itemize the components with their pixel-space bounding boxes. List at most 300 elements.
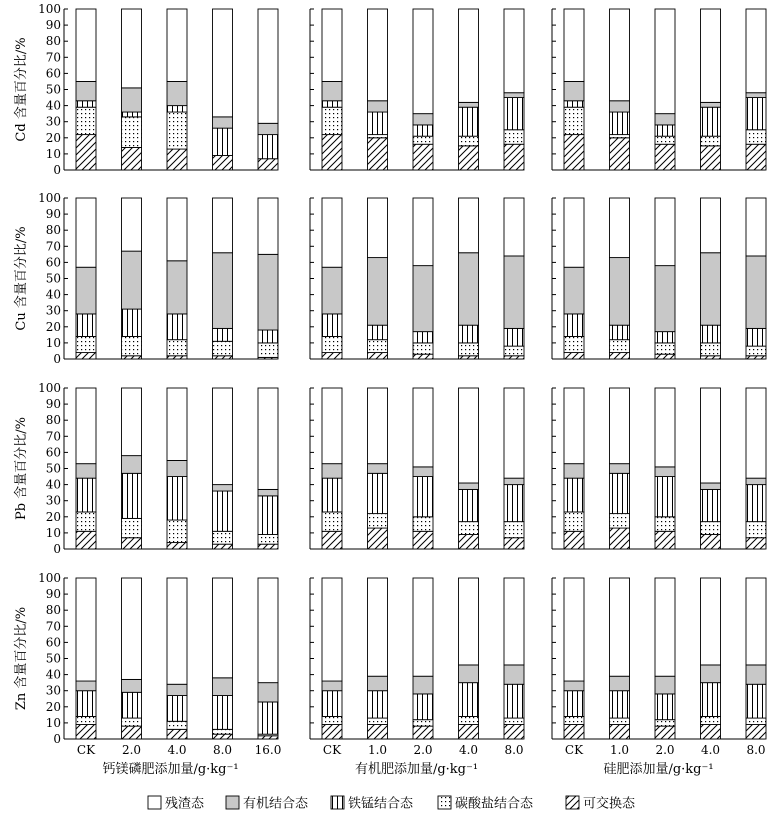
bar-segment-carbonate — [459, 522, 479, 535]
bar-segment-carbonate — [122, 518, 142, 537]
bar-segment-organic — [701, 253, 721, 325]
bar-segment-organic — [76, 267, 96, 314]
bar-segment-exchangeable — [122, 538, 142, 549]
bar-segment-exchangeable — [76, 725, 96, 739]
bar-segment-fe_mn — [167, 106, 187, 112]
bar-segment-residual — [322, 578, 342, 681]
bar-segment-residual — [368, 388, 388, 464]
bar-segment-carbonate — [655, 136, 675, 144]
bar-segment-fe_mn — [122, 692, 142, 718]
bar-segment-organic — [413, 676, 433, 694]
y-tick-label: 30 — [45, 493, 61, 508]
bar-segment-carbonate — [122, 117, 142, 148]
bar-segment-exchangeable — [76, 531, 96, 549]
bar-segment-carbonate — [413, 136, 433, 144]
bar-segment-residual — [413, 578, 433, 676]
bar-segment-carbonate — [564, 107, 584, 134]
bar-segment-carbonate — [610, 135, 630, 138]
y-tick-label: 80 — [45, 223, 61, 238]
bar-segment-carbonate — [213, 531, 233, 544]
bar-segment-carbonate — [701, 136, 721, 146]
bar-segment-fe_mn — [504, 328, 524, 346]
bar-segment-exchangeable — [655, 726, 675, 739]
bar-segment-exchangeable — [167, 543, 187, 549]
y-tick-label: 0 — [53, 163, 61, 177]
bar-segment-fe_mn — [258, 702, 278, 734]
bar-segment-residual — [76, 578, 96, 681]
x-tick-label: 8.0 — [504, 743, 524, 757]
y-tick-label: 40 — [45, 477, 61, 492]
bar-segment-residual — [746, 198, 766, 256]
y-tick-label: 20 — [45, 699, 61, 714]
bar-segment-carbonate — [213, 341, 233, 355]
y-tick-label: 60 — [45, 66, 61, 81]
bar-segment-fe_mn — [701, 107, 721, 136]
bar-segment-exchangeable — [655, 354, 675, 359]
bar-segment-residual — [701, 388, 721, 483]
bar-segment-organic — [258, 489, 278, 495]
bar-segment-carbonate — [459, 136, 479, 146]
y-tick-label: 100 — [38, 191, 61, 205]
bar-segment-fe_mn — [76, 691, 96, 717]
bar-segment-carbonate — [76, 512, 96, 531]
subplot-zn-1 — [14, 571, 281, 777]
legend-label-organic: 有机结合态 — [243, 796, 309, 812]
y-tick-label: 90 — [45, 397, 61, 412]
y-tick-label: 80 — [45, 413, 61, 428]
bar-segment-carbonate — [167, 112, 187, 149]
bar-segment-fe_mn — [322, 101, 342, 107]
bar-segment-exchangeable — [459, 146, 479, 170]
bar-segment-organic — [122, 456, 142, 474]
bar-segment-residual — [564, 198, 584, 267]
bar-segment-residual — [504, 388, 524, 478]
bar-segment-exchangeable — [610, 528, 630, 549]
bar-segment-carbonate — [368, 718, 388, 724]
bar-segment-organic — [368, 258, 388, 326]
x-tick-label: 4.0 — [700, 743, 721, 757]
bar-segment-organic — [564, 267, 584, 314]
bar-segment-organic — [655, 676, 675, 694]
bar-segment-exchangeable — [258, 544, 278, 549]
bar-segment-organic — [258, 254, 278, 330]
y-tick-label: 20 — [45, 509, 61, 524]
bar-segment-organic — [655, 114, 675, 125]
bar-segment-fe_mn — [167, 477, 187, 520]
bar-segment-carbonate — [746, 718, 766, 724]
bar-segment-exchangeable — [504, 538, 524, 549]
x-tick-label: CK — [322, 743, 342, 757]
bar-segment-organic — [701, 665, 721, 683]
bar-segment-carbonate — [655, 343, 675, 354]
y-tick-label: 70 — [45, 619, 61, 634]
bar-segment-exchangeable — [413, 531, 433, 549]
bar-segment-residual — [459, 9, 479, 102]
y-tick-label: 100 — [38, 2, 61, 16]
bar-segment-exchangeable — [258, 159, 278, 170]
bar-segment-organic — [76, 464, 96, 478]
y-tick-label: 40 — [45, 667, 61, 682]
bar-segment-carbonate — [76, 336, 96, 352]
y-tick-label: 90 — [45, 587, 61, 602]
subplot-zn-2 — [310, 578, 524, 777]
bar-segment-residual — [459, 578, 479, 665]
bar-segment-organic — [610, 676, 630, 690]
bar-segment-carbonate — [322, 512, 342, 531]
bar-segment-organic — [167, 684, 187, 695]
bar-segment-fe_mn — [459, 489, 479, 521]
y-tick-label: 10 — [45, 715, 61, 730]
bar-segment-fe_mn — [167, 314, 187, 340]
bar-segment-organic — [213, 485, 233, 491]
bar-segment-carbonate — [368, 514, 388, 528]
x-tick-label: 2.0 — [121, 743, 142, 757]
bar-segment-exchangeable — [368, 528, 388, 549]
bar-segment-exchangeable — [564, 135, 584, 170]
bar-segment-residual — [258, 578, 278, 683]
bar-segment-exchangeable — [610, 353, 630, 359]
bar-segment-organic — [322, 81, 342, 100]
legend-swatch-organic — [226, 796, 239, 809]
bar-segment-fe_mn — [213, 491, 233, 531]
bar-segment-organic — [459, 483, 479, 489]
bar-segment-exchangeable — [368, 353, 388, 359]
bar-segment-residual — [655, 198, 675, 266]
bar-segment-carbonate — [504, 718, 524, 724]
bar-segment-fe_mn — [746, 328, 766, 346]
bar-segment-carbonate — [213, 729, 233, 734]
bar-segment-exchangeable — [322, 353, 342, 359]
bar-segment-organic — [322, 464, 342, 478]
y-tick-label: 10 — [45, 335, 61, 350]
bar-segment-organic — [122, 679, 142, 692]
subplot-cu-3 — [552, 198, 766, 359]
subplot-pb-2 — [310, 388, 524, 549]
bar-segment-fe_mn — [368, 473, 388, 513]
bar-segment-carbonate — [167, 340, 187, 356]
bar-segment-fe_mn — [564, 691, 584, 717]
bar-segment-exchangeable — [701, 146, 721, 170]
bar-segment-carbonate — [610, 340, 630, 353]
bar-segment-exchangeable — [122, 726, 142, 739]
bar-segment-organic — [504, 93, 524, 98]
bar-segment-residual — [322, 388, 342, 464]
bar-segment-organic — [655, 266, 675, 332]
bar-segment-exchangeable — [564, 725, 584, 739]
bar-segment-organic — [413, 114, 433, 125]
bar-segment-organic — [564, 681, 584, 691]
bar-segment-exchangeable — [213, 156, 233, 170]
bar-segment-organic — [504, 665, 524, 684]
bar-segment-fe_mn — [459, 325, 479, 343]
bar-segment-fe_mn — [701, 325, 721, 343]
legend-label-carbonate: 碳酸盐结合态 — [455, 796, 534, 812]
bar-segment-fe_mn — [655, 477, 675, 517]
bar-segment-fe_mn — [76, 478, 96, 512]
bar-segment-exchangeable — [322, 725, 342, 739]
bar-segment-residual — [655, 388, 675, 467]
bar-segment-organic — [610, 101, 630, 112]
bar-segment-exchangeable — [564, 531, 584, 549]
bar-segment-exchangeable — [322, 135, 342, 170]
y-tick-label: 60 — [45, 635, 61, 650]
bar-segment-residual — [701, 198, 721, 253]
bar-segment-residual — [368, 9, 388, 101]
bar-segment-organic — [459, 102, 479, 107]
bar-segment-residual — [167, 388, 187, 460]
bar-segment-organic — [746, 256, 766, 328]
bar-segment-carbonate — [122, 718, 142, 726]
bar-segment-residual — [459, 388, 479, 483]
bar-segment-carbonate — [504, 522, 524, 538]
bar-segment-carbonate — [655, 720, 675, 726]
bar-segment-exchangeable — [504, 144, 524, 170]
y-tick-label: 10 — [45, 525, 61, 540]
bar-segment-organic — [76, 81, 96, 100]
bar-segment-exchangeable — [368, 138, 388, 170]
bar-segment-carbonate — [76, 107, 96, 134]
bar-segment-organic — [322, 681, 342, 691]
y-tick-label: 10 — [45, 146, 61, 161]
bar-segment-residual — [701, 578, 721, 665]
bar-segment-exchangeable — [610, 725, 630, 739]
bar-segment-organic — [701, 483, 721, 489]
y-tick-label: 80 — [45, 34, 61, 49]
bar-segment-residual — [459, 198, 479, 253]
bar-segment-carbonate — [610, 718, 630, 724]
bar-segment-organic — [746, 93, 766, 98]
bar-segment-organic — [564, 464, 584, 478]
bar-segment-residual — [655, 9, 675, 114]
bar-segment-residual — [122, 388, 142, 456]
bar-segment-organic — [368, 464, 388, 474]
bar-segment-residual — [167, 198, 187, 261]
y-tick-label: 20 — [45, 130, 61, 145]
y-tick-label: 30 — [45, 683, 61, 698]
bar-segment-residual — [413, 198, 433, 266]
bar-segment-fe_mn — [459, 683, 479, 717]
bar-segment-residual — [322, 9, 342, 81]
bar-segment-carbonate — [322, 716, 342, 724]
bar-segment-exchangeable — [76, 353, 96, 359]
bar-segment-organic — [368, 101, 388, 112]
bar-segment-exchangeable — [701, 725, 721, 739]
bar-segment-residual — [122, 578, 142, 679]
bar-segment-carbonate — [258, 535, 278, 545]
bar-segment-residual — [564, 388, 584, 464]
y-tick-label: 0 — [53, 542, 61, 556]
y-tick-label: 80 — [45, 603, 61, 618]
bar-segment-carbonate — [564, 336, 584, 352]
y-tick-label: 40 — [45, 98, 61, 113]
y-tick-label: 60 — [45, 255, 61, 270]
bar-segment-exchangeable — [167, 356, 187, 359]
y-tick-label: 90 — [45, 207, 61, 222]
bar-segment-residual — [610, 198, 630, 258]
bar-segment-carbonate — [564, 512, 584, 531]
bar-segment-exchangeable — [76, 135, 96, 170]
bar-segment-carbonate — [368, 340, 388, 353]
bar-segment-exchangeable — [459, 356, 479, 359]
bar-segment-carbonate — [564, 716, 584, 724]
bar-segment-fe_mn — [213, 696, 233, 730]
bar-segment-residual — [76, 9, 96, 81]
bar-segment-fe_mn — [368, 325, 388, 339]
bar-segment-exchangeable — [746, 144, 766, 170]
subplot-cd-3 — [552, 9, 766, 170]
bar-segment-fe_mn — [746, 98, 766, 130]
y-tick-label: 50 — [45, 82, 61, 97]
bar-segment-carbonate — [368, 135, 388, 138]
subplot-pb-3 — [552, 388, 766, 549]
bar-segment-organic — [413, 467, 433, 477]
y-tick-label: 0 — [53, 352, 61, 366]
y-tick-label: 30 — [45, 114, 61, 129]
bar-segment-fe_mn — [213, 328, 233, 341]
bar-segment-fe_mn — [746, 485, 766, 522]
bar-segment-fe_mn — [504, 684, 524, 718]
bar-segment-exchangeable — [213, 356, 233, 359]
bar-segment-carbonate — [167, 520, 187, 543]
bar-segment-fe_mn — [76, 314, 96, 337]
legend-swatch-residual — [148, 796, 161, 809]
bar-segment-residual — [258, 198, 278, 254]
bar-segment-organic — [213, 678, 233, 696]
y-tick-label: 50 — [45, 271, 61, 286]
subplot-zn-3 — [552, 578, 766, 777]
y-tick-label: 40 — [45, 287, 61, 302]
bar-segment-carbonate — [322, 336, 342, 352]
bar-segment-carbonate — [122, 336, 142, 355]
bar-segment-exchangeable — [368, 725, 388, 739]
bar-segment-organic — [167, 460, 187, 476]
x-tick-label: CK — [76, 743, 96, 757]
bar-segment-organic — [122, 88, 142, 112]
bar-segment-fe_mn — [564, 314, 584, 337]
y-tick-label: 20 — [45, 319, 61, 334]
x-tick-label: 2.0 — [413, 743, 433, 757]
bar-segment-exchangeable — [322, 531, 342, 549]
y-axis-label: Cd 含量百分比/% — [14, 37, 29, 142]
bar-segment-fe_mn — [322, 314, 342, 337]
x-tick-label: 1.0 — [609, 743, 630, 757]
bar-segment-residual — [564, 578, 584, 681]
bar-segment-exchangeable — [413, 726, 433, 739]
bar-segment-carbonate — [167, 721, 187, 729]
x-tick-label: 2.0 — [655, 743, 675, 757]
bar-segment-organic — [459, 253, 479, 325]
bar-segment-carbonate — [746, 346, 766, 356]
bar-segment-exchangeable — [413, 144, 433, 170]
x-axis-label: 硅肥添加量/g·kg⁻¹ — [603, 762, 714, 777]
bar-segment-carbonate — [459, 343, 479, 356]
bar-segment-organic — [610, 464, 630, 474]
bar-segment-fe_mn — [610, 691, 630, 718]
subplot-cd-2 — [310, 9, 524, 170]
bar-segment-residual — [746, 9, 766, 93]
bar-segment-organic — [701, 102, 721, 107]
bar-segment-organic — [167, 81, 187, 105]
bar-segment-exchangeable — [564, 353, 584, 359]
bar-segment-organic — [213, 117, 233, 128]
bar-segment-fe_mn — [459, 107, 479, 136]
bar-segment-fe_mn — [610, 112, 630, 135]
bar-segment-carbonate — [413, 517, 433, 531]
bar-segment-fe_mn — [655, 125, 675, 136]
bar-segment-carbonate — [413, 343, 433, 354]
bar-segment-fe_mn — [258, 496, 278, 535]
bar-segment-organic — [610, 258, 630, 326]
x-axis-label: 有机肥添加量/g·kg⁻¹ — [354, 762, 479, 777]
legend-label-residual: 残渣态 — [165, 796, 205, 812]
bar-segment-organic — [213, 253, 233, 329]
bar-segment-organic — [459, 665, 479, 683]
bar-segment-fe_mn — [258, 330, 278, 343]
bar-segment-residual — [76, 198, 96, 267]
bar-segment-exchangeable — [167, 149, 187, 170]
bar-segment-organic — [258, 123, 278, 134]
y-axis-label: Pb 含量百分比/% — [14, 417, 29, 520]
bar-segment-exchangeable — [459, 535, 479, 549]
bar-segment-organic — [76, 681, 96, 691]
legend-label-exchangeable: 可交换态 — [583, 796, 636, 812]
bar-segment-organic — [122, 251, 142, 309]
bar-segment-exchangeable — [746, 725, 766, 739]
bar-segment-residual — [504, 9, 524, 93]
bar-segment-residual — [322, 198, 342, 267]
bar-segment-fe_mn — [564, 478, 584, 512]
bar-segment-residual — [504, 578, 524, 665]
x-tick-label: 4.0 — [167, 743, 187, 757]
x-tick-label: CK — [564, 743, 584, 757]
bar-segment-fe_mn — [413, 477, 433, 517]
bar-segment-exchangeable — [258, 736, 278, 739]
bar-segment-fe_mn — [76, 101, 96, 107]
x-tick-label: 16.0 — [254, 743, 282, 757]
bar-segment-residual — [258, 9, 278, 123]
bar-segment-carbonate — [746, 130, 766, 144]
bar-segment-organic — [564, 81, 584, 100]
bar-segment-organic — [655, 467, 675, 477]
bar-segment-fe_mn — [655, 332, 675, 343]
y-tick-label: 70 — [45, 50, 61, 65]
bar-segment-fe_mn — [610, 473, 630, 513]
bar-segment-carbonate — [746, 522, 766, 538]
subplot-pb-1 — [14, 381, 278, 556]
bar-segment-residual — [655, 578, 675, 676]
bar-segment-residual — [76, 388, 96, 464]
bar-segment-exchangeable — [122, 356, 142, 359]
x-tick-label: 8.0 — [212, 743, 233, 757]
y-tick-label: 50 — [45, 651, 61, 666]
bar-segment-fe_mn — [564, 101, 584, 107]
x-tick-label: 1.0 — [367, 743, 388, 757]
bar-segment-residual — [746, 388, 766, 478]
subplot-cu-2 — [310, 198, 524, 359]
legend — [148, 796, 636, 812]
bar-segment-carbonate — [655, 517, 675, 531]
y-tick-label: 0 — [53, 732, 61, 746]
bar-segment-residual — [610, 578, 630, 676]
bar-segment-exchangeable — [413, 354, 433, 359]
bar-segment-fe_mn — [610, 325, 630, 339]
bar-segment-fe_mn — [701, 683, 721, 717]
bar-segment-exchangeable — [610, 138, 630, 170]
bar-segment-fe_mn — [504, 98, 524, 130]
bar-segment-residual — [167, 9, 187, 81]
bar-segment-fe_mn — [413, 694, 433, 720]
bar-segment-carbonate — [459, 716, 479, 724]
